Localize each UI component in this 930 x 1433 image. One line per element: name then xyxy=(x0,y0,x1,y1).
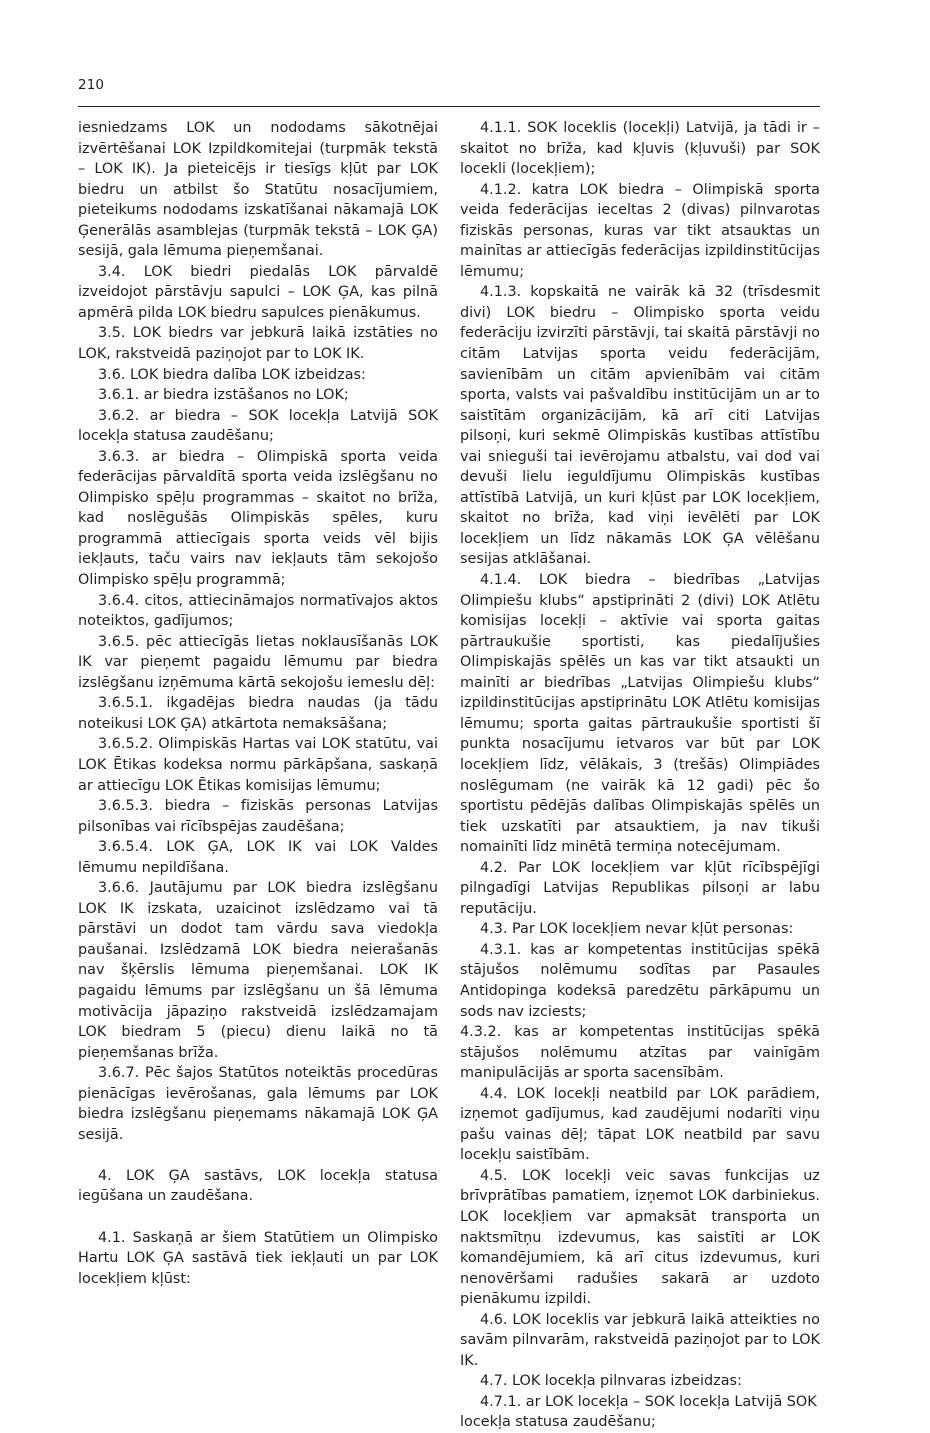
body-paragraph: 4.3.2. kas ar kompetentas institūcijas spēkā stājušos nolēmumu atzītas par vainīgām manipulācijās ar sporta sacensībām. xyxy=(460,1024,820,1082)
body-paragraph: 3.6.2. ar biedra – SOK locekļa Latvijā SOK locekļa statusa zaudēšanu; xyxy=(78,407,438,445)
body-paragraph: 4. LOK ĢA sastāvs, LOK locekļa statusa iegūšana un zaudēšana. xyxy=(78,1167,438,1205)
body-paragraph: 3.6.4. citos, attiecināmajos normatīvajos aktos noteiktos, gadījumos; xyxy=(78,592,438,630)
body-paragraph: iesniedzams LOK un nododams sākotnējai izvērtēšanai LOK Izpildkomitejai (turpmāk tekstā – LOK IK). Ja pieteicējs ir tiesīgs kļūt par LOK biedru un atbilst šo Statūtu nosacījumiem, pieteikums nododams izskatīšanai nākamajā LOK Ģenerālās asamblejas (turpmāk tekstā – LOK ĢA) sesijā, gala lēmuma pieņemšanai. xyxy=(78,120,438,260)
body-paragraph: 4.3. Par LOK locekļiem nevar kļūt personas: xyxy=(480,921,794,938)
body-paragraph: 4.1.4. LOK biedra – biedrības „Latvijas Olimpiešu klubs“ apstiprināti 2 (divi) LOK Atlētu komisijas locekļi – aktīvie vai sporta gaitas pārtraukušie sportisti, kas piedalījušies Olimpiskajās spēlēs un kas var tikt atsaukti un mainīti ar biedrības „Latvijas Olimpiešu klubs“ izpildinstitūcijas apstiprinātu LOK Atlētu komisijas lēmumu; sporta gaitas pārtraukušie sportisti šī punkta nosacījumu ietvaros var būt par LOK locekļiem līdz, vēlākais, 3 (trešās) Olimpiādes noslēgumam (ne vairāk kā 12 gadi) pēc šo sportistu pēdējās dalības Olimpiskajās spēlēs un tiek uzskatīti par atsauktiem, ja nav tikuši nomainīti līdz minētā termiņa notecējumam. xyxy=(460,572,820,856)
body-paragraph: 4.6. LOK loceklis var jebkurā laikā atteikties no savām pilnvarām, rakstveidā paziņojot par to LOK IK. xyxy=(460,1311,820,1369)
body-paragraph: 3.6.7. Pēc šajos Statūtos noteiktās procedūras pienācīgas ievērošanas, gala lēmums par LOK biedra izslēgšanu pieņemams nākamajā LOK ĢA sesijā. xyxy=(78,1065,438,1143)
page-header xyxy=(78,78,820,100)
body-paragraph: 4.7.1. ar LOK locekļa – SOK locekļa Latvijā SOK locekļa statusa zaudēšanu; xyxy=(460,1393,817,1431)
body-paragraph: 3.6.3. ar biedra – Olimpiskā sporta veida federācijas pārvaldītā sporta veida izslēgšanu no Olimpisko spēļu programmas – skaitot no brīža, kad noslēgušās Olimpiskās spēles, kuru programmā attiecīgais sporta veids vēl bijis iekļauts, taču vairs nav iekļauts tām sekojošo Olimpisko spēļu programmā; xyxy=(78,448,438,589)
body-paragraph: 4.5. LOK locekļi veic savas funkcijas uz brīvprātības pamatiem, izņemot LOK darbiniekus. LOK locekļiem var apmaksāt transporta un naktsmītņu izdevumus, kas saistīti ar LOK komandējumiem, kā arī citus izdevumus, kuri nenovēršami radušies sakarā ar uzdoto pienākumu izpildi. xyxy=(460,1167,820,1308)
body-paragraph: 3.5. LOK biedrs var jebkurā laikā izstāties no LOK, rakstveidā paziņojot par to LOK IK. xyxy=(78,325,438,363)
paragraph-spacer xyxy=(78,1207,438,1228)
header-divider xyxy=(78,106,820,107)
column-right xyxy=(460,118,820,1433)
body-paragraph: 4.1. Saskaņā ar šiem Statūtiem un Olimpisko Hartu LOK ĢA sastāvā tiek iekļauti un par LOK locekļiem kļūst: xyxy=(78,1229,438,1287)
body-paragraph: 4.3.1. kas ar kompetentas institūcijas spēkā stājušos nolēmumu sodītas par Pasaules Antidopinga kodeksā paredzētu pārkāpumu un sods nav izciests; xyxy=(460,941,820,1020)
body-paragraph: 3.6.6. Jautājumu par LOK biedra izslēgšanu LOK IK izskata, uzaicinot izslēdzamo vai tā pārstāvi un dodot tam vārdu sava viedokļa paušanai. Izslēdzamā LOK biedra neierašanās nav šķērslis lēmuma pieņemšanai. LOK IK pagaidu lēmums par izslēgšanu un šā lēmuma motivācija jāpaziņo rakstveidā izslēdzamajam LOK biedram 5 (piecu) dienu laikā no tā pieņemšanas brīža. xyxy=(78,880,438,1061)
body-paragraph: 4.1.1. SOK loceklis (locekļi) Latvijā, ja tādi ir – skaitot no brīža, kad kļuvis (kļuvuši) par SOK locekli (locekļiem); xyxy=(460,120,820,178)
body-paragraph: 3.6.5.3. biedra – fiziskās personas Latvijas pilsonības vai rīcībspējas zaudēšana; xyxy=(78,798,438,835)
paragraph-spacer xyxy=(78,1145,438,1166)
body-paragraph: 3.6.5.2. Olimpiskās Hartas vai LOK statūtu, vai LOK Ētikas kodeksa normu pārkāpšana, saskaņā ar attiecīgu LOK Ētikas komisijas lēmumu; xyxy=(78,736,438,794)
body-paragraph: 3.6. LOK biedra dalība LOK izbeidzas: xyxy=(98,366,366,383)
body-paragraph: 3.6.1. ar biedra izstāšanos no LOK; xyxy=(98,387,349,404)
body-paragraph: 4.1.3. kopskaitā ne vairāk kā 32 (trīsdesmit divi) LOK biedru – Olimpisko sporta veidu federāciju izvirzīti pārstāvji, tai skaitā pārstāvji no citām Latvijas sporta veidu federācijām, savienībām un citām apvienībām vai citām sporta, valsts vai pašvaldību institūcijām un ar to saistītām organizācijām, kā arī citi Latvijas pilsoņi, kuri sekmē Olimpiskās kustības attīstību vai snieguši tai ievērojamu atbalstu, vai dod vai devuši lielu ieguldījumu Olimpiskās kustības attīstībā Latvijā, un kuri kļūst par LOK locekļiem, skaitot no brīža, kad viņi ievēlēti par LOK locekļiem un līdz nākamās LOK ĢA vēlēšanu sesijas atklāšanai. xyxy=(460,284,820,568)
body-paragraph: 4.4. LOK locekļi neatbild par LOK parādiem, izņemot gadījumus, kad zaudējumi nodarīti viņu pašu vainas dēļ; tāpat LOK neatbild par savu locekļu saistībām. xyxy=(460,1085,820,1164)
page-number: 210 xyxy=(78,77,105,93)
body-paragraph: 3.4. LOK biedri piedalās LOK pārvaldē izveidojot pārstāvju sapulci – LOK ĢA, kas pilnā apmērā pilda LOK biedru sapulces pienākumus. xyxy=(78,263,438,321)
body-paragraph: 4.1.2. katra LOK biedra – Olimpiskā sporta veida federācijas ieceltas 2 (divas) pilnvarotas fiziskās personas, kuras var tikt atsauktas un mainītas ar attiecīgās federācijas izpildinstitūcijas lēmumu; xyxy=(460,181,820,280)
body-paragraph: 4.7. LOK locekļa pilnvaras izbeidzas: xyxy=(480,1373,742,1390)
column-left xyxy=(78,118,438,1289)
body-paragraph: 3.6.5.1. ikgadējas biedra naudas (ja tādu noteikusi LOK ĢA) atkārtota nemaksāšana; xyxy=(78,695,438,732)
body-paragraph: 3.6.5.4. LOK ĢA, LOK IK vai LOK Valdes lēmumu nepildīšana. xyxy=(78,839,438,876)
body-paragraph: 4.2. Par LOK locekļiem var kļūt rīcībspējīgi pilngadīgi Latvijas Republikas pilsoņi ar labu reputāciju. xyxy=(460,859,820,917)
body-paragraph: 3.6.5. pēc attiecīgās lietas noklausīšanās LOK IK var pieņemt pagaidu lēmumu par biedra izslēgšanu izņēmuma kārtā sekojošu iemeslu dēļ: xyxy=(78,633,438,691)
two-column-body xyxy=(78,118,820,1433)
